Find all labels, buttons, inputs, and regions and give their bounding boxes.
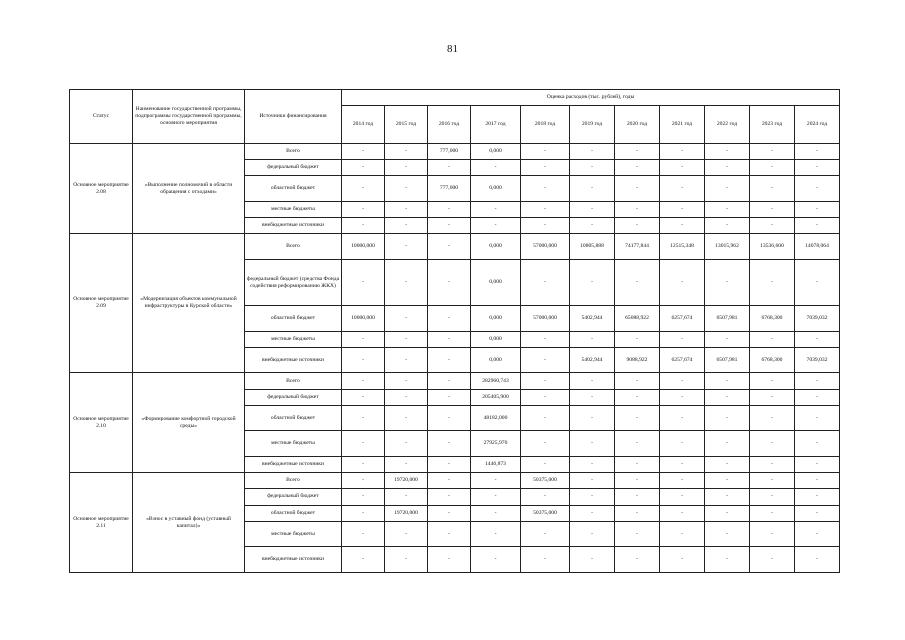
value-cell: -: [428, 234, 471, 260]
value-cell: -: [570, 456, 615, 472]
value-cell: -: [570, 201, 615, 217]
funding-source-cell: областной бюджет: [245, 306, 342, 332]
value-cell: -: [428, 347, 471, 373]
value-cell: -: [521, 456, 570, 472]
value-cell: -: [342, 373, 385, 389]
page-number: 81: [447, 43, 458, 55]
value-cell: -: [795, 521, 840, 547]
value-cell: -: [570, 259, 615, 305]
value-cell: -: [471, 521, 521, 547]
value-cell: -: [342, 489, 385, 505]
value-cell: -: [342, 176, 385, 202]
value-cell: -: [342, 218, 385, 234]
value-cell: -: [385, 389, 428, 405]
status-cell: Основное мероприятие 2.09: [70, 234, 133, 373]
value-cell: -: [521, 259, 570, 305]
value-cell: 65088,922: [615, 306, 660, 332]
value-cell: -: [471, 489, 521, 505]
value-cell: 282960,743: [471, 373, 521, 389]
value-cell: -: [705, 389, 750, 405]
value-cell: 10000,000: [342, 234, 385, 260]
value-cell: -: [750, 405, 795, 431]
header-year: 2022 год: [705, 106, 750, 144]
value-cell: -: [428, 473, 471, 489]
value-cell: -: [428, 431, 471, 457]
value-cell: -: [521, 347, 570, 373]
value-cell: 10000,000: [342, 306, 385, 332]
value-cell: -: [795, 547, 840, 573]
value-cell: -: [385, 431, 428, 457]
budget-table: [69, 89, 840, 573]
value-cell: -: [521, 489, 570, 505]
program-name-cell: «Формирование комфортной городской среды»: [133, 373, 245, 473]
header-status: Статус: [70, 90, 133, 144]
value-cell: -: [342, 405, 385, 431]
value-cell: -: [342, 505, 385, 521]
value-cell: -: [428, 373, 471, 389]
value-cell: -: [660, 405, 705, 431]
value-cell: -: [428, 201, 471, 217]
value-cell: 777,000: [428, 144, 471, 160]
value-cell: -: [615, 259, 660, 305]
value-cell: -: [385, 218, 428, 234]
value-cell: 6257,674: [660, 347, 705, 373]
value-cell: -: [750, 389, 795, 405]
value-cell: -: [385, 373, 428, 389]
value-cell: -: [521, 431, 570, 457]
value-cell: -: [521, 201, 570, 217]
value-cell: -: [521, 144, 570, 160]
value-cell: -: [342, 547, 385, 573]
value-cell: -: [660, 160, 705, 176]
value-cell: -: [705, 473, 750, 489]
funding-source-cell: Всего: [245, 373, 342, 389]
value-cell: -: [750, 331, 795, 347]
funding-source-cell: внебюджетные источники: [245, 547, 342, 573]
value-cell: -: [795, 259, 840, 305]
value-cell: -: [795, 160, 840, 176]
value-cell: 6507,981: [705, 306, 750, 332]
value-cell: -: [428, 456, 471, 472]
value-cell: -: [570, 405, 615, 431]
value-cell: -: [705, 521, 750, 547]
value-cell: -: [750, 373, 795, 389]
value-cell: -: [570, 389, 615, 405]
value-cell: -: [570, 218, 615, 234]
value-cell: -: [385, 259, 428, 305]
funding-source-cell: внебюджетные источники: [245, 347, 342, 373]
value-cell: 6768,300: [750, 306, 795, 332]
value-cell: -: [342, 389, 385, 405]
funding-source-cell: федеральный бюджет: [245, 489, 342, 505]
header-year: 2019 год: [570, 106, 615, 144]
value-cell: -: [705, 144, 750, 160]
header-year: 2016 год: [428, 106, 471, 144]
value-cell: -: [570, 176, 615, 202]
value-cell: -: [471, 473, 521, 489]
value-cell: 205405,900: [471, 389, 521, 405]
value-cell: -: [385, 144, 428, 160]
value-cell: 13536,600: [750, 234, 795, 260]
value-cell: -: [705, 218, 750, 234]
value-cell: -: [615, 505, 660, 521]
value-cell: -: [385, 176, 428, 202]
value-cell: -: [342, 160, 385, 176]
value-cell: -: [471, 201, 521, 217]
value-cell: -: [750, 473, 795, 489]
value-cell: -: [570, 489, 615, 505]
value-cell: -: [795, 144, 840, 160]
value-cell: -: [750, 201, 795, 217]
value-cell: 50375,000: [521, 505, 570, 521]
value-cell: -: [615, 176, 660, 202]
value-cell: 27925,970: [471, 431, 521, 457]
value-cell: -: [428, 521, 471, 547]
table-row: [70, 373, 840, 389]
value-cell: -: [521, 547, 570, 573]
table-row: [70, 234, 840, 260]
value-cell: -: [660, 505, 705, 521]
value-cell: -: [428, 547, 471, 573]
value-cell: -: [615, 405, 660, 431]
value-cell: -: [795, 331, 840, 347]
value-cell: -: [428, 505, 471, 521]
value-cell: -: [385, 347, 428, 373]
value-cell: -: [615, 160, 660, 176]
value-cell: -: [570, 144, 615, 160]
table-row: [70, 144, 840, 160]
value-cell: -: [570, 521, 615, 547]
value-cell: -: [521, 160, 570, 176]
value-cell: -: [660, 331, 705, 347]
funding-source-cell: федеральный бюджет: [245, 160, 342, 176]
value-cell: 13015,962: [705, 234, 750, 260]
status-cell: Основное мероприятие 2.10: [70, 373, 133, 473]
value-cell: -: [705, 489, 750, 505]
value-cell: -: [385, 201, 428, 217]
value-cell: -: [342, 201, 385, 217]
value-cell: -: [750, 489, 795, 505]
value-cell: -: [705, 160, 750, 176]
value-cell: -: [705, 547, 750, 573]
value-cell: -: [570, 431, 615, 457]
funding-source-cell: внебюджетные источники: [245, 456, 342, 472]
value-cell: -: [660, 218, 705, 234]
value-cell: 0,000: [471, 259, 521, 305]
value-cell: -: [750, 176, 795, 202]
value-cell: -: [428, 306, 471, 332]
table-header: [70, 90, 840, 144]
value-cell: -: [795, 405, 840, 431]
value-cell: 19720,000: [385, 505, 428, 521]
value-cell: -: [705, 331, 750, 347]
value-cell: -: [521, 373, 570, 389]
table-body: [70, 144, 840, 573]
header-year: 2018 год: [521, 106, 570, 144]
value-cell: -: [750, 160, 795, 176]
value-cell: -: [660, 144, 705, 160]
value-cell: -: [795, 431, 840, 457]
value-cell: -: [750, 144, 795, 160]
value-cell: 0,000: [471, 144, 521, 160]
value-cell: -: [342, 456, 385, 472]
header-name: Наименование государственной программы, подпрограммы государственной программы, основного мероприятия: [133, 90, 245, 144]
value-cell: -: [521, 389, 570, 405]
funding-source-cell: областной бюджет: [245, 405, 342, 431]
value-cell: -: [521, 405, 570, 431]
value-cell: -: [795, 489, 840, 505]
value-cell: -: [428, 331, 471, 347]
program-name-cell: «Взнос в уставный фонд (уставный капитал)»: [133, 473, 245, 573]
value-cell: -: [385, 456, 428, 472]
status-cell: Основное мероприятие 2.11: [70, 473, 133, 573]
funding-source-cell: Всего: [245, 234, 342, 260]
value-cell: -: [428, 259, 471, 305]
value-cell: -: [385, 331, 428, 347]
funding-source-cell: областной бюджет: [245, 176, 342, 202]
value-cell: 74177,844: [615, 234, 660, 260]
value-cell: -: [342, 473, 385, 489]
value-cell: -: [385, 234, 428, 260]
value-cell: -: [660, 489, 705, 505]
value-cell: 50375,000: [521, 473, 570, 489]
value-cell: -: [705, 259, 750, 305]
value-cell: -: [471, 160, 521, 176]
value-cell: -: [660, 473, 705, 489]
value-cell: -: [385, 405, 428, 431]
value-cell: 6507,981: [705, 347, 750, 373]
value-cell: -: [342, 347, 385, 373]
value-cell: 0,000: [471, 234, 521, 260]
value-cell: -: [615, 431, 660, 457]
funding-source-cell: Всего: [245, 144, 342, 160]
value-cell: -: [705, 431, 750, 457]
value-cell: 57000,000: [521, 234, 570, 260]
value-cell: -: [521, 331, 570, 347]
value-cell: -: [615, 521, 660, 547]
value-cell: -: [570, 373, 615, 389]
value-cell: -: [660, 547, 705, 573]
value-cell: 10805,888: [570, 234, 615, 260]
value-cell: -: [385, 306, 428, 332]
header-year: 2015 год: [385, 106, 428, 144]
funding-source-cell: федеральный бюджет: [245, 389, 342, 405]
value-cell: -: [342, 331, 385, 347]
value-cell: -: [705, 201, 750, 217]
header-year: 2023 год: [750, 106, 795, 144]
value-cell: -: [750, 521, 795, 547]
value-cell: 57000,000: [521, 306, 570, 332]
value-cell: 777,000: [428, 176, 471, 202]
value-cell: -: [750, 547, 795, 573]
value-cell: -: [795, 473, 840, 489]
value-cell: -: [795, 389, 840, 405]
value-cell: -: [750, 431, 795, 457]
value-cell: 6768,300: [750, 347, 795, 373]
value-cell: -: [705, 456, 750, 472]
value-cell: 1446,873: [471, 456, 521, 472]
value-cell: -: [428, 405, 471, 431]
header-year: 2017 год: [471, 106, 521, 144]
value-cell: 6257,674: [660, 306, 705, 332]
value-cell: -: [750, 456, 795, 472]
header-year: 2024 год: [795, 106, 840, 144]
value-cell: -: [385, 160, 428, 176]
value-cell: 48182,000: [471, 405, 521, 431]
value-cell: -: [428, 389, 471, 405]
value-cell: -: [705, 505, 750, 521]
funding-source-cell: местные бюджеты: [245, 331, 342, 347]
value-cell: -: [750, 505, 795, 521]
value-cell: -: [615, 547, 660, 573]
value-cell: -: [471, 505, 521, 521]
value-cell: -: [705, 176, 750, 202]
value-cell: 5402,944: [570, 347, 615, 373]
value-cell: -: [660, 389, 705, 405]
funding-source-cell: внебюджетные источники: [245, 218, 342, 234]
value-cell: -: [615, 389, 660, 405]
value-cell: 14078,064: [795, 234, 840, 260]
program-name-cell: «Выполнение полномочий в области обращения с отходами»: [133, 144, 245, 234]
value-cell: -: [342, 431, 385, 457]
value-cell: 0,000: [471, 306, 521, 332]
value-cell: -: [615, 218, 660, 234]
funding-source-cell: Всего: [245, 473, 342, 489]
value-cell: -: [342, 144, 385, 160]
value-cell: 19720,000: [385, 473, 428, 489]
header-source: Источники финансирования: [245, 90, 342, 144]
value-cell: -: [615, 144, 660, 160]
funding-source-cell: федеральный бюджет (средства Фонда содействия реформированию ЖКХ): [245, 259, 342, 305]
header-year: 2014 год: [342, 106, 385, 144]
value-cell: -: [750, 218, 795, 234]
value-cell: -: [795, 201, 840, 217]
value-cell: -: [428, 160, 471, 176]
value-cell: -: [342, 521, 385, 547]
value-cell: -: [660, 259, 705, 305]
value-cell: -: [570, 547, 615, 573]
value-cell: -: [660, 176, 705, 202]
funding-source-cell: местные бюджеты: [245, 521, 342, 547]
value-cell: -: [521, 218, 570, 234]
program-name-cell: «Модернизация объектов коммунальной инфраструктуры в Курской области»: [133, 234, 245, 373]
value-cell: 0,000: [471, 176, 521, 202]
status-cell: Основное мероприятие 2.08: [70, 144, 133, 234]
value-cell: -: [471, 218, 521, 234]
value-cell: -: [795, 176, 840, 202]
value-cell: -: [615, 473, 660, 489]
table-row: [70, 473, 840, 489]
value-cell: 0,000: [471, 347, 521, 373]
value-cell: -: [795, 456, 840, 472]
funding-source-cell: местные бюджеты: [245, 201, 342, 217]
value-cell: -: [521, 176, 570, 202]
value-cell: -: [750, 259, 795, 305]
value-cell: 7039,032: [795, 347, 840, 373]
header-expenses: Оценка расходов (тыс. рублей), годы: [342, 90, 840, 106]
value-cell: 12515,348: [660, 234, 705, 260]
value-cell: -: [615, 201, 660, 217]
value-cell: -: [428, 218, 471, 234]
value-cell: -: [795, 218, 840, 234]
value-cell: -: [570, 160, 615, 176]
value-cell: -: [660, 456, 705, 472]
value-cell: -: [660, 521, 705, 547]
funding-source-cell: областной бюджет: [245, 505, 342, 521]
value-cell: -: [471, 547, 521, 573]
value-cell: -: [795, 505, 840, 521]
value-cell: -: [428, 489, 471, 505]
header-year: 2020 год: [615, 106, 660, 144]
value-cell: -: [705, 405, 750, 431]
value-cell: -: [385, 521, 428, 547]
value-cell: -: [385, 489, 428, 505]
value-cell: -: [385, 547, 428, 573]
value-cell: -: [660, 431, 705, 457]
value-cell: 5402,944: [570, 306, 615, 332]
header-year: 2021 год: [660, 106, 705, 144]
value-cell: -: [660, 373, 705, 389]
value-cell: -: [660, 201, 705, 217]
value-cell: -: [570, 505, 615, 521]
value-cell: -: [570, 331, 615, 347]
value-cell: -: [615, 489, 660, 505]
value-cell: -: [705, 373, 750, 389]
value-cell: 7039,032: [795, 306, 840, 332]
funding-source-cell: местные бюджеты: [245, 431, 342, 457]
value-cell: 9088,922: [615, 347, 660, 373]
value-cell: -: [521, 521, 570, 547]
value-cell: -: [615, 373, 660, 389]
value-cell: -: [615, 331, 660, 347]
value-cell: -: [342, 259, 385, 305]
value-cell: -: [795, 373, 840, 389]
value-cell: 0,000: [471, 331, 521, 347]
value-cell: -: [570, 473, 615, 489]
value-cell: -: [615, 456, 660, 472]
